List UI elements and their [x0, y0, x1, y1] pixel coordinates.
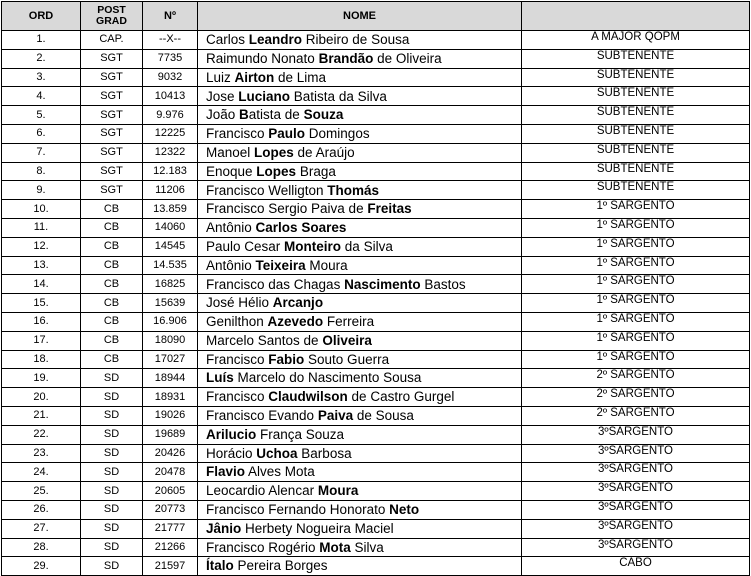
cell-new-rank: SUBTENENTE: [522, 143, 750, 162]
table-row: [2, 369, 750, 388]
cell-new-rank: SUBTENENTE: [522, 87, 750, 106]
name-part: Francisco: [206, 126, 269, 142]
cell-number: 10413: [143, 87, 198, 106]
name-part: Francisco das Chagas: [206, 276, 345, 292]
cell-new-rank: 3ºSARGENTO: [522, 463, 750, 482]
cell-nome: [198, 237, 522, 256]
cell-post-grad: CB: [81, 218, 143, 237]
cell-nome: [198, 519, 522, 538]
name-part: Jose: [206, 88, 239, 104]
name-part: de Castro Gurgel: [347, 389, 455, 405]
name-part: Francisco Rogério: [206, 539, 320, 555]
cell-ord: 24.: [2, 463, 81, 482]
name-highlight: Flavio: [206, 464, 246, 480]
name-highlight: B: [239, 107, 249, 123]
cell-number: 7735: [143, 49, 198, 68]
cell-new-rank: SUBTENENTE: [522, 68, 750, 87]
name-part: Francisco: [206, 389, 269, 405]
cell-ord: 8.: [2, 162, 81, 181]
cell-post-grad: SD: [81, 538, 143, 557]
name-part: Bastos: [420, 276, 466, 292]
cell-ord: 5.: [2, 106, 81, 125]
name-part: Barbosa: [297, 445, 352, 461]
table-row: [2, 68, 750, 87]
cell-number: 11206: [143, 181, 198, 200]
cell-nome: [198, 275, 522, 294]
name-part: Luiz: [206, 69, 235, 85]
name-highlight: Paiva: [317, 408, 354, 424]
table-row: [2, 162, 750, 181]
name-part: França Souza: [256, 426, 345, 442]
name-highlight: Luciano: [238, 88, 291, 104]
cell-new-rank: A MAJOR QOPM: [522, 31, 750, 50]
cell-new-rank: 3ºSARGENTO: [522, 482, 750, 501]
cell-nome: [198, 87, 522, 106]
table-row: [2, 538, 750, 557]
cell-new-rank: 3ºSARGENTO: [522, 425, 750, 444]
name-highlight: Souza: [303, 107, 344, 123]
name-part: Raimundo Nonato: [206, 50, 319, 66]
table-row: [2, 500, 750, 519]
cell-nome: [198, 124, 522, 143]
cell-new-rank: 1º SARGENTO: [522, 200, 750, 219]
name-highlight: Paulo: [268, 126, 306, 142]
cell-post-grad: SD: [81, 519, 143, 538]
name-highlight: Airton: [234, 69, 275, 85]
cell-new-rank: CABO: [522, 557, 750, 576]
cell-ord: 3.: [2, 68, 81, 87]
name-highlight: Carlos Soares: [255, 220, 347, 236]
cell-ord: 26.: [2, 500, 81, 519]
name-part: Francisco Fernando Honorato: [206, 502, 390, 518]
cell-number: 9.976: [143, 106, 198, 125]
name-part: de Lima: [274, 69, 327, 85]
table-row: [2, 350, 750, 369]
cell-nome: [198, 350, 522, 369]
cell-ord: 14.: [2, 275, 81, 294]
promotion-table: [1, 1, 750, 576]
cell-ord: 21.: [2, 406, 81, 425]
cell-post-grad: SD: [81, 369, 143, 388]
cell-ord: 9.: [2, 181, 81, 200]
table-row: [2, 557, 750, 576]
name-highlight: Claudwilson: [268, 389, 348, 405]
cell-nome: [198, 68, 522, 87]
cell-ord: 15.: [2, 294, 81, 313]
cell-new-rank: 1º SARGENTO: [522, 237, 750, 256]
cell-number: 12322: [143, 143, 198, 162]
name-part: Ferreira: [323, 314, 375, 330]
cell-number: --X--: [143, 31, 198, 50]
cell-number: 12.183: [143, 162, 198, 181]
table-row: [2, 49, 750, 68]
cell-post-grad: CB: [81, 200, 143, 219]
cell-number: 16.906: [143, 312, 198, 331]
cell-nome: [198, 162, 522, 181]
cell-nome: [198, 31, 522, 50]
name-highlight: Teixeira: [255, 257, 306, 273]
cell-nome: [198, 425, 522, 444]
table-row: [2, 444, 750, 463]
cell-nome: [198, 463, 522, 482]
cell-nome: [198, 143, 522, 162]
cell-post-grad: SGT: [81, 87, 143, 106]
name-highlight: Lopes: [256, 163, 297, 179]
table-row: [2, 463, 750, 482]
name-part: de Oliveira: [373, 50, 442, 66]
table-row: [2, 31, 750, 50]
header-ord: ORD: [2, 2, 81, 31]
name-part: Marcelo do Nascimento Sousa: [233, 370, 422, 386]
cell-new-rank: SUBTENENTE: [522, 162, 750, 181]
table-row: [2, 482, 750, 501]
table-row: [2, 331, 750, 350]
cell-nome: [198, 444, 522, 463]
name-part: José Hélio: [206, 295, 273, 311]
cell-post-grad: CB: [81, 331, 143, 350]
name-part: Herbety Nogueira Maciel: [241, 520, 394, 536]
cell-new-rank: 2º SARGENTO: [522, 406, 750, 425]
table-row: [2, 519, 750, 538]
cell-new-rank: SUBTENENTE: [522, 124, 750, 143]
name-part: Horácio: [206, 445, 257, 461]
cell-number: 16825: [143, 275, 198, 294]
name-highlight: Freitas: [367, 201, 412, 217]
cell-post-grad: CB: [81, 275, 143, 294]
cell-number: 19026: [143, 406, 198, 425]
cell-number: 15639: [143, 294, 198, 313]
cell-new-rank: 1º SARGENTO: [522, 256, 750, 275]
name-highlight: Nascimento: [344, 276, 421, 292]
cell-post-grad: SGT: [81, 106, 143, 125]
name-highlight: Mota: [319, 539, 351, 555]
table-row: [2, 406, 750, 425]
cell-ord: 11.: [2, 218, 81, 237]
cell-post-grad: CB: [81, 350, 143, 369]
cell-nome: [198, 312, 522, 331]
cell-new-rank: 3ºSARGENTO: [522, 538, 750, 557]
cell-post-grad: SGT: [81, 49, 143, 68]
cell-post-grad: SD: [81, 406, 143, 425]
table-row: [2, 181, 750, 200]
cell-number: 20773: [143, 500, 198, 519]
cell-post-grad: SD: [81, 482, 143, 501]
cell-nome: [198, 388, 522, 407]
name-part: Batista da Silva: [290, 88, 387, 104]
table-row: [2, 124, 750, 143]
name-part: Genilthon: [206, 314, 268, 330]
name-highlight: Oliveira: [322, 332, 372, 348]
name-part: de Araújo: [293, 144, 355, 160]
name-highlight: Monteiro: [284, 238, 342, 254]
cell-new-rank: SUBTENENTE: [522, 49, 750, 68]
table-header-row: [2, 2, 750, 31]
name-part: Carlos: [206, 32, 249, 48]
table-row: [2, 237, 750, 256]
cell-post-grad: SGT: [81, 68, 143, 87]
cell-new-rank: 3ºSARGENTO: [522, 500, 750, 519]
cell-nome: [198, 49, 522, 68]
table-row: [2, 294, 750, 313]
cell-ord: 18.: [2, 350, 81, 369]
name-highlight: Ítalo: [206, 558, 234, 574]
cell-post-grad: SGT: [81, 124, 143, 143]
cell-ord: 2.: [2, 49, 81, 68]
name-highlight: Jânio: [206, 520, 242, 536]
cell-post-grad: CB: [81, 294, 143, 313]
name-part: Domingos: [305, 126, 370, 142]
cell-ord: 27.: [2, 519, 81, 538]
cell-post-grad: CB: [81, 312, 143, 331]
name-part: Souto Guerra: [304, 351, 390, 367]
cell-nome: [198, 500, 522, 519]
table-row: [2, 106, 750, 125]
name-part: Enoque: [206, 163, 257, 179]
name-part: Francisco Welligton: [206, 182, 328, 198]
cell-new-rank: 1º SARGENTO: [522, 294, 750, 313]
cell-post-grad: SD: [81, 557, 143, 576]
table-body: [2, 31, 750, 576]
cell-nome: [198, 557, 522, 576]
cell-ord: 25.: [2, 482, 81, 501]
cell-post-grad: SD: [81, 463, 143, 482]
cell-post-grad: SD: [81, 388, 143, 407]
cell-ord: 29.: [2, 557, 81, 576]
cell-number: 20426: [143, 444, 198, 463]
cell-nome: [198, 482, 522, 501]
name-part: Manoel: [206, 144, 255, 160]
name-part: Antônio: [206, 220, 256, 236]
table-row: [2, 275, 750, 294]
cell-number: 14060: [143, 218, 198, 237]
table-row: [2, 87, 750, 106]
cell-number: 18931: [143, 388, 198, 407]
table-row: [2, 218, 750, 237]
name-part: Paulo Cesar: [206, 238, 285, 254]
name-highlight: Luís: [206, 370, 234, 386]
cell-number: 21597: [143, 557, 198, 576]
cell-nome: [198, 181, 522, 200]
cell-post-grad: SGT: [81, 143, 143, 162]
name-part: da Silva: [341, 238, 393, 254]
cell-number: 20605: [143, 482, 198, 501]
name-highlight: Thomás: [327, 182, 380, 198]
cell-new-rank: 3ºSARGENTO: [522, 519, 750, 538]
table-row: [2, 200, 750, 219]
cell-number: 21266: [143, 538, 198, 557]
cell-nome: [198, 538, 522, 557]
name-part: Francisco Sergio Paiva de: [206, 201, 368, 217]
cell-ord: 23.: [2, 444, 81, 463]
cell-number: 19689: [143, 425, 198, 444]
cell-number: 12225: [143, 124, 198, 143]
cell-ord: 16.: [2, 312, 81, 331]
table-row: [2, 425, 750, 444]
cell-post-grad: SD: [81, 425, 143, 444]
cell-post-grad: CB: [81, 237, 143, 256]
header-new-rank: [522, 2, 750, 31]
name-part: Silva: [350, 539, 384, 555]
cell-new-rank: 3ºSARGENTO: [522, 444, 750, 463]
header-nome: NOME: [198, 2, 522, 31]
name-part: Braga: [296, 163, 336, 179]
table-row: [2, 312, 750, 331]
cell-nome: [198, 406, 522, 425]
cell-post-grad: SGT: [81, 181, 143, 200]
cell-nome: [198, 256, 522, 275]
cell-ord: 10.: [2, 200, 81, 219]
cell-nome: [198, 218, 522, 237]
cell-new-rank: 1º SARGENTO: [522, 218, 750, 237]
name-part: Francisco Evando: [206, 408, 318, 424]
cell-number: 14.535: [143, 256, 198, 275]
name-part: de Sousa: [353, 408, 414, 424]
name-highlight: Uchoa: [256, 445, 298, 461]
cell-post-grad: SGT: [81, 162, 143, 181]
cell-new-rank: 2º SARGENTO: [522, 388, 750, 407]
cell-ord: 28.: [2, 538, 81, 557]
cell-number: 9032: [143, 68, 198, 87]
cell-ord: 19.: [2, 369, 81, 388]
cell-post-grad: SD: [81, 500, 143, 519]
header-number: Nº: [143, 2, 198, 31]
name-highlight: Lopes: [254, 144, 294, 160]
table-row: [2, 388, 750, 407]
cell-new-rank: 2º SARGENTO: [522, 369, 750, 388]
cell-post-grad: CB: [81, 256, 143, 275]
cell-new-rank: 1º SARGENTO: [522, 275, 750, 294]
cell-nome: [198, 369, 522, 388]
cell-number: 18090: [143, 331, 198, 350]
cell-number: 20478: [143, 463, 198, 482]
cell-post-grad: CAP.: [81, 31, 143, 50]
cell-new-rank: SUBTENENTE: [522, 106, 750, 125]
name-part: Francisco: [206, 351, 269, 367]
name-highlight: Neto: [389, 502, 420, 518]
cell-new-rank: 1º SARGENTO: [522, 331, 750, 350]
name-part: Marcelo Santos de: [206, 332, 323, 348]
cell-ord: 20.: [2, 388, 81, 407]
cell-number: 13.859: [143, 200, 198, 219]
promotion-list-document: [1, 1, 750, 576]
cell-ord: 4.: [2, 87, 81, 106]
cell-nome: [198, 200, 522, 219]
cell-new-rank: SUBTENENTE: [522, 181, 750, 200]
name-part: Alves Mota: [245, 464, 315, 480]
table-row: [2, 256, 750, 275]
cell-number: 21777: [143, 519, 198, 538]
name-highlight: Fabio: [268, 351, 305, 367]
name-part: Moura: [305, 257, 348, 273]
name-part: Ribeiro de Sousa: [302, 32, 410, 48]
cell-ord: 13.: [2, 256, 81, 275]
name-part: Pereira Borges: [233, 558, 328, 574]
name-highlight: Moura: [317, 483, 359, 499]
name-highlight: Azevedo: [267, 314, 324, 330]
name-highlight: Arilucio: [206, 426, 257, 442]
cell-new-rank: 1º SARGENTO: [522, 312, 750, 331]
cell-ord: 22.: [2, 425, 81, 444]
cell-number: 17027: [143, 350, 198, 369]
cell-ord: 17.: [2, 331, 81, 350]
cell-nome: [198, 106, 522, 125]
name-part: Antônio: [206, 257, 256, 273]
cell-number: 18944: [143, 369, 198, 388]
cell-ord: 12.: [2, 237, 81, 256]
name-part: Leocardio Alencar: [206, 483, 318, 499]
name-highlight: Arcanjo: [272, 295, 324, 311]
cell-nome: [198, 331, 522, 350]
cell-new-rank: 1º SARGENTO: [522, 350, 750, 369]
name-highlight: Leandro: [248, 32, 303, 48]
cell-post-grad: SD: [81, 444, 143, 463]
table-row: [2, 143, 750, 162]
name-part: João: [206, 107, 240, 123]
header-post-grad: POST GRAD: [81, 2, 143, 31]
cell-nome: [198, 294, 522, 313]
name-highlight: Brandão: [318, 50, 374, 66]
name-part: atista de: [248, 107, 304, 123]
cell-ord: 7.: [2, 143, 81, 162]
cell-number: 14545: [143, 237, 198, 256]
cell-ord: 1.: [2, 31, 81, 50]
cell-ord: 6.: [2, 124, 81, 143]
